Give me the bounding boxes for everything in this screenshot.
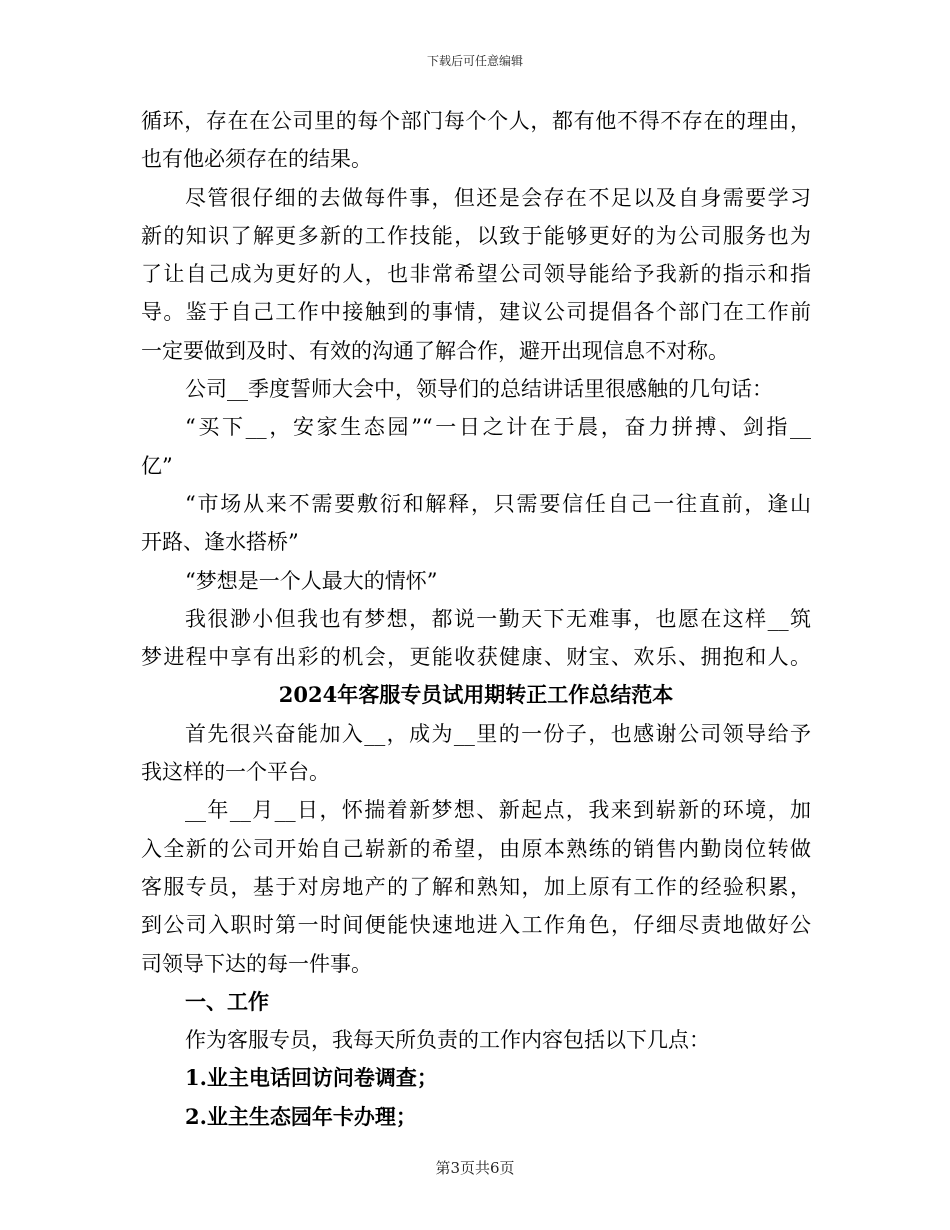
text-line: 首先很兴奋能加入__，成为__里的一份子，也感谢公司领导给予 bbox=[185, 721, 811, 746]
text-line: 了让自己成为更好的人，也非常希望公司领导能给予我新的指示和指 bbox=[141, 262, 811, 287]
text-line: “市场从来不需要敷衍和解释，只需要信任自己一往直前，逢山 bbox=[185, 491, 811, 516]
document-body bbox=[141, 102, 811, 1136]
text-line: 开路、逢水搭桥” bbox=[141, 530, 299, 555]
text-line: “梦想是一个人最大的情怀” bbox=[185, 568, 438, 593]
text-line: 我这样的一个平台。 bbox=[141, 760, 330, 785]
text-line: 一、工作 bbox=[185, 988, 269, 1014]
text-line: 到公司入职时第一时间便能快速地进入工作角色，仔细尽责地做好公 bbox=[141, 913, 811, 938]
text-line: 客服专员，基于对房地产的了解和熟知，加上原有工作的经验积累， bbox=[141, 874, 811, 899]
text-line: 循环，存在在公司里的每个部门每个个人，都有他不得不存在的理由， bbox=[141, 109, 811, 133]
text-line: 亿” bbox=[141, 453, 173, 478]
text-line: 一定要做到及时、有效的沟通了解合作，避开出现信息不对称。 bbox=[141, 338, 729, 363]
page-number: 第3页共6页 bbox=[435, 1159, 515, 1177]
text-line: 入全新的公司开始自己崭新的希望，由原本熟练的销售内勤岗位转做 bbox=[141, 836, 811, 861]
text-line: 司领导下达的每一件事。 bbox=[141, 951, 372, 976]
text-line: 我很渺小但我也有梦想，都说一勤天下无难事，也愿在这样__筑 bbox=[185, 606, 811, 631]
text-line: 公司__季度誓师大会中，领导们的总结讲话里很感触的几句话： bbox=[185, 377, 773, 402]
text-line: 2.业主生态园年卡办理； bbox=[185, 1103, 417, 1129]
text-line: __年__月__日，怀揣着新梦想、新起点，我来到崭新的环境，加 bbox=[185, 798, 811, 823]
text-line: 也有他必须存在的结果。 bbox=[141, 147, 372, 172]
text-line: 作为客服专员，我每天所负责的工作内容包括以下几点： bbox=[185, 1028, 710, 1053]
text-line: 梦进程中享有出彩的机会，更能收获健康、财宝、欢乐、拥抱和人。 bbox=[141, 645, 811, 670]
section-title: 2024年客服专员试用期转正工作总结范本 bbox=[278, 682, 674, 708]
text-line: 1.业主电话回访问卷调查； bbox=[185, 1065, 438, 1091]
text-line: “买下__，安家生态园”“一日之计在于晨，奋力拼搏、剑指__ bbox=[185, 415, 811, 440]
text-line: 导。鉴于自己工作中接触到的事情，建议公司提倡各个部门在工作前 bbox=[141, 300, 811, 325]
text-line: 新的知识了解更多新的工作技能，以致于能够更好的为公司服务也为 bbox=[141, 223, 811, 248]
header-note: 下载后可任意编辑 bbox=[426, 54, 523, 68]
text-line: 尽管很仔细的去做每件事，但还是会存在不足以及自身需要学习 bbox=[185, 185, 811, 210]
